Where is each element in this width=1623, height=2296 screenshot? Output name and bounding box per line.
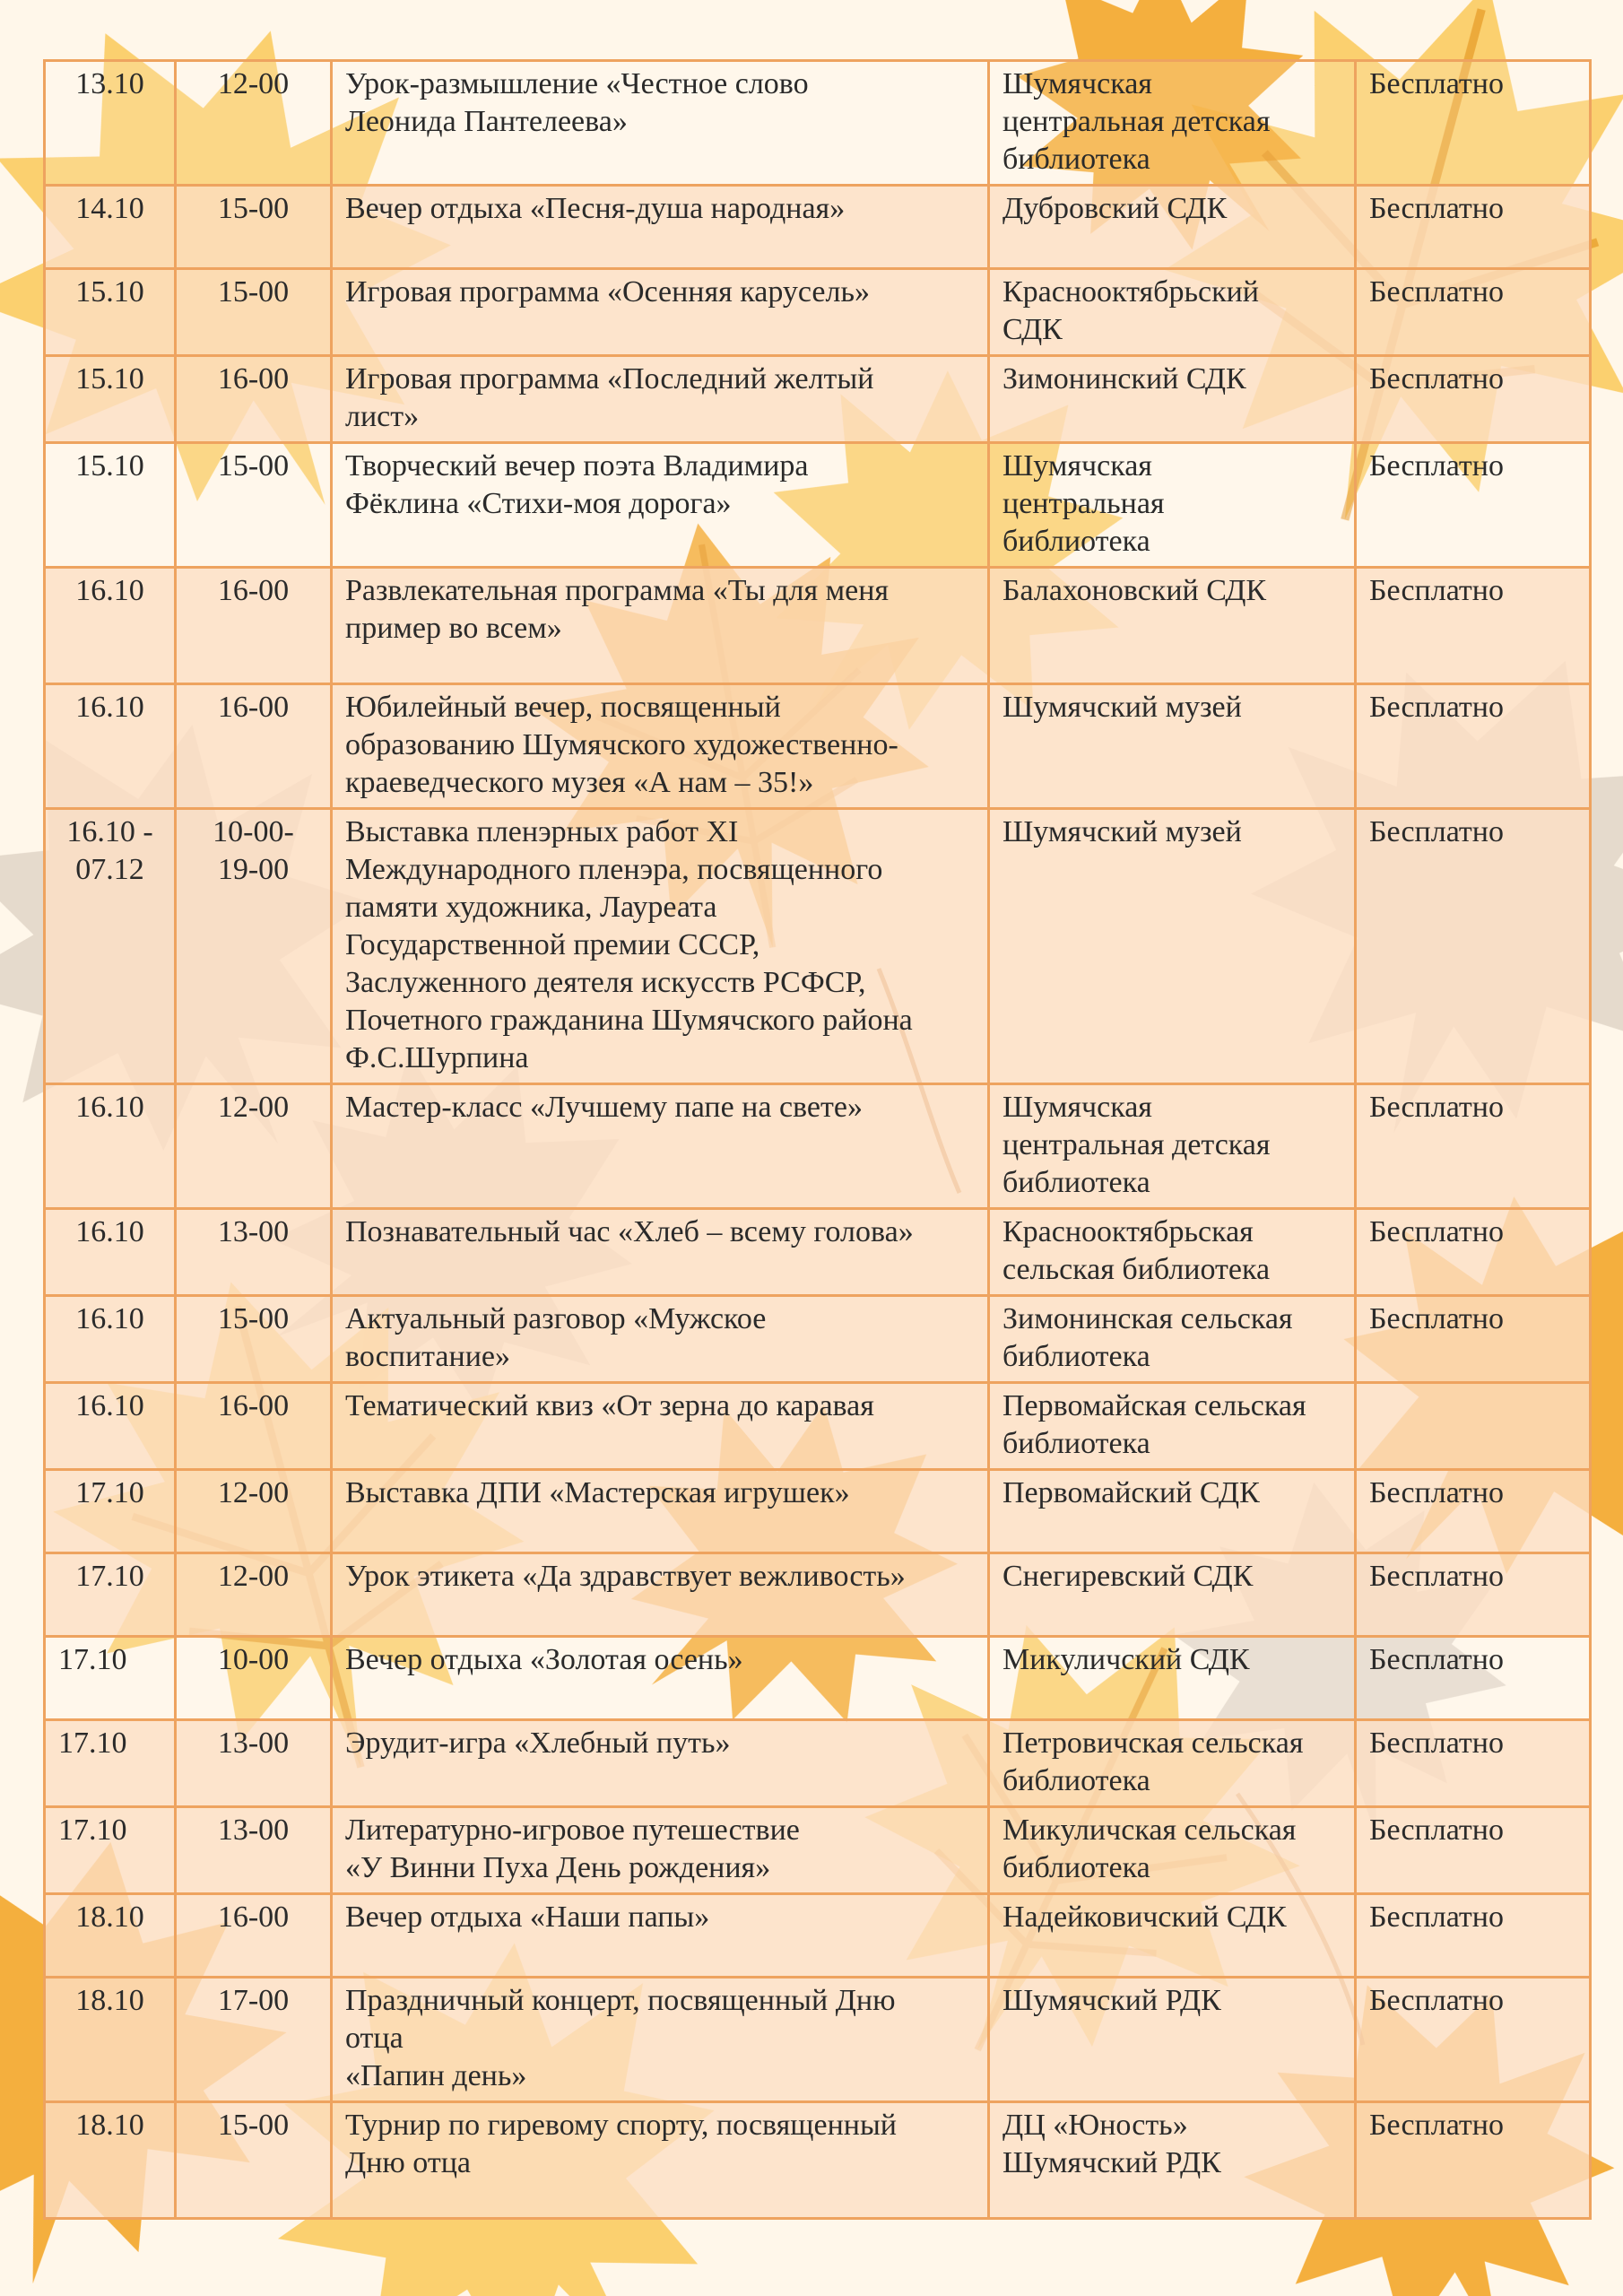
venue-cell-line: Краснооктябрьский (1002, 275, 1259, 309)
schedule-body (45, 61, 1591, 2219)
price-cell-text: Бесплатно (1369, 1813, 1504, 1847)
time-cell (176, 1720, 332, 1807)
event-cell-line: Вечер отдыха «Золотая осень» (345, 1643, 743, 1676)
time-cell-line: 15-00 (217, 449, 290, 483)
price-cell-text: Бесплатно (1369, 1302, 1504, 1335)
event-cell (332, 1720, 989, 1807)
date-cell (45, 2102, 176, 2219)
price-cell-text: Бесплатно (1369, 815, 1504, 848)
event-cell-line: Выставка ДПИ «Мастерская игрушек» (345, 1476, 850, 1509)
event-cell-line: Почетного гражданина Шумячского района (345, 1004, 913, 1037)
price-cell (1356, 1084, 1591, 1209)
event-cell (332, 443, 989, 568)
date-cell-line: 17.10 (75, 1476, 144, 1509)
date-cell (45, 356, 176, 443)
time-cell-line: 15-00 (217, 2109, 290, 2142)
price-cell-text: Бесплатно (1369, 192, 1504, 225)
time-cell (176, 1383, 332, 1470)
venue-cell (989, 186, 1356, 269)
event-cell-line: Познавательный час «Хлеб – всему голова» (345, 1215, 914, 1248)
date-cell (45, 1470, 176, 1553)
venue-cell (989, 1084, 1356, 1209)
event-cell-line: «У Винни Пуха День рождения» (345, 1851, 771, 1884)
event-cell (332, 568, 989, 684)
event-cell-line: Мастер-класс «Лучшему папе на свете» (345, 1091, 863, 1124)
price-cell (1356, 1978, 1591, 2102)
event-cell-line: Творческий вечер поэта Владимира (345, 449, 809, 483)
venue-cell (989, 269, 1356, 356)
time-cell (176, 1470, 332, 1553)
time-cell-line: 13-00 (217, 1215, 290, 1248)
time-cell-line: 16-00 (217, 1900, 290, 1934)
venue-cell-line: библиотека (1002, 1427, 1150, 1460)
event-cell (332, 809, 989, 1084)
date-cell (45, 1894, 176, 1978)
table-row (45, 61, 1591, 186)
date-cell (45, 1553, 176, 1637)
price-cell (1356, 1720, 1591, 1807)
venue-cell-line: центральная детская (1002, 1128, 1271, 1161)
date-cell-line: 16.10 (75, 574, 144, 607)
time-cell-line: 16-00 (217, 691, 290, 724)
event-cell (332, 2102, 989, 2219)
venue-cell-line: Шумячский РДК (1002, 2146, 1221, 2179)
event-cell-line: Литературно-игровое путешествие (345, 1813, 800, 1847)
date-cell-line: 17.10 (75, 1560, 144, 1593)
event-cell-line: Турнир по гиревому спорту, посвященный (345, 2109, 898, 2142)
time-cell-line: 12-00 (217, 1560, 290, 1593)
time-cell (176, 186, 332, 269)
venue-cell-line: Шумячская (1002, 1091, 1152, 1124)
venue-cell-line: Шумячский музей (1002, 815, 1242, 848)
price-cell-text: Бесплатно (1369, 1560, 1504, 1593)
event-cell-line: Юбилейный вечер, посвященный (345, 691, 781, 724)
time-cell (176, 809, 332, 1084)
table-row (45, 2102, 1591, 2219)
event-cell-line: краеведческого музея «А нам – 35!» (345, 766, 814, 799)
event-cell-line: Игровая программа «Последний желтый (345, 362, 874, 396)
venue-cell (989, 809, 1356, 1084)
date-cell-line: 07.12 (75, 853, 144, 886)
time-cell-line: 16-00 (217, 574, 290, 607)
price-cell-text: Бесплатно (1369, 1900, 1504, 1934)
venue-cell-line: центральная (1002, 487, 1165, 520)
table-row (45, 1470, 1591, 1553)
price-cell-text: Бесплатно (1369, 67, 1504, 100)
time-cell-line: 15-00 (217, 275, 290, 309)
venue-cell-line: Зимонинский СДК (1002, 362, 1246, 396)
price-cell-text: Бесплатно (1369, 1091, 1504, 1124)
venue-cell-line: Шумячская (1002, 67, 1152, 100)
venue-cell (989, 1553, 1356, 1637)
event-cell-line: Леонида Пантелеева» (345, 105, 628, 138)
table-row (45, 186, 1591, 269)
event-cell-line: Актуальный разговор «Мужское (345, 1302, 767, 1335)
event-cell (332, 1978, 989, 2102)
venue-cell-line: Надейковичский СДК (1002, 1900, 1287, 1934)
venue-cell (989, 443, 1356, 568)
event-cell-line: пример во всем» (345, 612, 562, 645)
table-row (45, 684, 1591, 809)
event-cell (332, 1383, 989, 1470)
time-cell-line: 17-00 (217, 1984, 290, 2017)
venue-cell (989, 1209, 1356, 1296)
price-cell-text: Бесплатно (1369, 1984, 1504, 2017)
time-cell-line: 12-00 (217, 1476, 290, 1509)
date-cell (45, 684, 176, 809)
event-cell (332, 356, 989, 443)
event-cell-line: Фёклина «Стихи-моя дорога» (345, 487, 732, 520)
date-cell-line: 15.10 (75, 362, 144, 396)
date-cell-line: 13.10 (75, 67, 144, 100)
venue-cell-line: Петровичская сельская (1002, 1726, 1304, 1760)
date-cell-line: 17.10 (58, 1643, 127, 1676)
venue-cell (989, 1296, 1356, 1383)
table-row (45, 1383, 1591, 1470)
event-cell (332, 1296, 989, 1383)
time-cell-line: 10-00 (217, 1643, 290, 1676)
time-cell (176, 568, 332, 684)
venue-cell-line: Снегиревский СДК (1002, 1560, 1254, 1593)
venue-cell-line: библиотека (1002, 525, 1150, 558)
price-cell-text: Бесплатно (1369, 574, 1504, 607)
venue-cell (989, 61, 1356, 186)
venue-cell-line: Дубровский СДК (1002, 192, 1228, 225)
date-cell-line: 15.10 (75, 449, 144, 483)
venue-cell-line: Балахоновский СДК (1002, 574, 1267, 607)
event-cell-line: Вечер отдыха «Песня-душа народная» (345, 192, 846, 225)
date-cell (45, 1209, 176, 1296)
date-cell-line: 16.10 - (66, 815, 153, 848)
event-cell-line: Государственной премии СССР, (345, 928, 760, 961)
table-row (45, 568, 1591, 684)
date-cell-line: 14.10 (75, 192, 144, 225)
time-cell (176, 1553, 332, 1637)
table-row (45, 356, 1591, 443)
venue-cell (989, 1637, 1356, 1720)
event-schedule-table (43, 59, 1592, 2220)
price-cell (1356, 568, 1591, 684)
event-cell-line: Урок этикета «Да здравствует вежливость» (345, 1560, 906, 1593)
venue-cell (989, 1978, 1356, 2102)
table-row (45, 1553, 1591, 1637)
table-row (45, 1296, 1591, 1383)
venue-cell-line: Первомайский СДК (1002, 1476, 1260, 1509)
venue-cell-line: Краснооктябрьская (1002, 1215, 1254, 1248)
time-cell (176, 1978, 332, 2102)
event-cell-line: Праздничный концерт, посвященный Дню (345, 1984, 896, 2017)
time-cell-line: 12-00 (217, 1091, 290, 1124)
event-cell-line: Тематический квиз «От зерна до каравая (345, 1389, 874, 1422)
time-cell-line: 19-00 (217, 853, 290, 886)
date-cell-line: 16.10 (75, 1389, 144, 1422)
time-cell-line: 12-00 (217, 67, 290, 100)
date-cell (45, 1978, 176, 2102)
venue-cell-line: библиотека (1002, 1851, 1150, 1884)
time-cell (176, 1084, 332, 1209)
venue-cell (989, 1383, 1356, 1470)
date-cell (45, 1720, 176, 1807)
price-cell (1356, 1470, 1591, 1553)
event-cell-line: Заслуженного деятеля искусств РСФСР, (345, 966, 866, 999)
price-cell (1356, 1383, 1591, 1470)
date-cell (45, 809, 176, 1084)
table-row (45, 1637, 1591, 1720)
date-cell (45, 443, 176, 568)
date-cell-line: 15.10 (75, 275, 144, 309)
time-cell (176, 356, 332, 443)
time-cell-line: 15-00 (217, 192, 290, 225)
venue-cell (989, 1807, 1356, 1894)
venue-cell-line: СДК (1002, 313, 1063, 346)
date-cell-line: 18.10 (75, 1984, 144, 2017)
table-row (45, 1209, 1591, 1296)
price-cell-text: Бесплатно (1369, 1476, 1504, 1509)
price-cell-text: Бесплатно (1369, 2109, 1504, 2142)
time-cell-line: 15-00 (217, 1302, 290, 1335)
price-cell (1356, 809, 1591, 1084)
date-cell-line: 17.10 (58, 1813, 127, 1847)
price-cell-text: Бесплатно (1369, 691, 1504, 724)
event-cell-line: Игровая программа «Осенняя карусель» (345, 275, 870, 309)
venue-cell-line: сельская библиотека (1002, 1253, 1271, 1286)
time-cell (176, 1807, 332, 1894)
date-cell-line: 16.10 (75, 691, 144, 724)
price-cell-text: Бесплатно (1369, 362, 1504, 396)
price-cell (1356, 269, 1591, 356)
event-cell-line: Урок-размышление «Честное слово (345, 67, 809, 100)
venue-cell-line: Микуличский СДК (1002, 1643, 1250, 1676)
event-cell-line: воспитание» (345, 1340, 510, 1373)
venue-cell-line: Микуличская сельская (1002, 1813, 1297, 1847)
event-cell-line: Международного пленэра, посвященного (345, 853, 883, 886)
time-cell (176, 1894, 332, 1978)
event-cell-line: Выставка пленэрных работ XI (345, 815, 739, 848)
date-cell (45, 1084, 176, 1209)
date-cell (45, 61, 176, 186)
venue-cell-line: ДЦ «Юность» (1002, 2109, 1188, 2142)
time-cell-line: 10-00- (213, 815, 294, 848)
table-row (45, 443, 1591, 568)
time-cell (176, 1296, 332, 1383)
event-cell-line: лист» (345, 400, 420, 433)
venue-cell-line: Зимонинская сельская (1002, 1302, 1293, 1335)
price-cell (1356, 186, 1591, 269)
event-cell-line: Вечер отдыха «Наши папы» (345, 1900, 710, 1934)
event-cell (332, 1553, 989, 1637)
price-cell (1356, 1637, 1591, 1720)
event-cell-line: «Папин день» (345, 2059, 527, 2092)
venue-cell-line: Шумячский музей (1002, 691, 1242, 724)
venue-cell-line: центральная детская (1002, 105, 1271, 138)
event-cell-line: Развлекательная программа «Ты для меня (345, 574, 890, 607)
price-cell (1356, 443, 1591, 568)
price-cell-text: Бесплатно (1369, 1643, 1504, 1676)
date-cell (45, 1296, 176, 1383)
time-cell-line: 16-00 (217, 1389, 290, 1422)
event-cell (332, 1807, 989, 1894)
price-cell-text: Бесплатно (1369, 1215, 1504, 1248)
time-cell-line: 13-00 (217, 1726, 290, 1760)
price-cell (1356, 1296, 1591, 1383)
date-cell (45, 1807, 176, 1894)
table-row (45, 1807, 1591, 1894)
table-row (45, 1084, 1591, 1209)
event-cell (332, 1894, 989, 1978)
venue-cell-line: Шумячская (1002, 449, 1152, 483)
event-cell-line: памяти художника, Лауреата (345, 891, 717, 924)
price-cell (1356, 2102, 1591, 2219)
venue-cell-line: библиотека (1002, 1764, 1150, 1797)
price-cell (1356, 61, 1591, 186)
price-cell (1356, 356, 1591, 443)
event-cell (332, 186, 989, 269)
date-cell-line: 18.10 (75, 1900, 144, 1934)
event-cell-line: Эрудит-игра «Хлебный путь» (345, 1726, 731, 1760)
date-cell (45, 1637, 176, 1720)
time-cell (176, 684, 332, 809)
venue-cell-line: библиотека (1002, 1166, 1150, 1199)
time-cell (176, 443, 332, 568)
date-cell-line: 18.10 (75, 2109, 144, 2142)
venue-cell-line: библиотека (1002, 143, 1150, 176)
event-cell-line: Ф.С.Шурпина (345, 1041, 529, 1074)
time-cell (176, 2102, 332, 2219)
venue-cell-line: Шумячский РДК (1002, 1984, 1221, 2017)
date-cell-line: 16.10 (75, 1215, 144, 1248)
price-cell (1356, 1807, 1591, 1894)
event-cell (332, 1084, 989, 1209)
table-row (45, 1720, 1591, 1807)
price-cell (1356, 1209, 1591, 1296)
venue-cell (989, 684, 1356, 809)
venue-cell (989, 2102, 1356, 2219)
event-cell-line: Дню отца (345, 2146, 471, 2179)
table-row (45, 809, 1591, 1084)
date-cell (45, 1383, 176, 1470)
venue-cell (989, 568, 1356, 684)
time-cell (176, 269, 332, 356)
price-cell (1356, 1894, 1591, 1978)
event-cell-line: образованию Шумячского художественно- (345, 728, 898, 761)
event-cell-line: отца (345, 2022, 404, 2055)
venue-cell (989, 1470, 1356, 1553)
time-cell (176, 1637, 332, 1720)
event-cell (332, 684, 989, 809)
event-cell (332, 61, 989, 186)
time-cell (176, 1209, 332, 1296)
venue-cell-line: библиотека (1002, 1340, 1150, 1373)
time-cell (176, 61, 332, 186)
price-cell (1356, 684, 1591, 809)
venue-cell (989, 356, 1356, 443)
date-cell-line: 16.10 (75, 1091, 144, 1124)
date-cell-line: 16.10 (75, 1302, 144, 1335)
event-cell (332, 1637, 989, 1720)
event-cell (332, 269, 989, 356)
table-row (45, 1978, 1591, 2102)
venue-cell-line: Первомайская сельская (1002, 1389, 1306, 1422)
price-cell-text: Бесплатно (1369, 449, 1504, 483)
time-cell-line: 16-00 (217, 362, 290, 396)
date-cell (45, 269, 176, 356)
table-row (45, 1894, 1591, 1978)
date-cell (45, 186, 176, 269)
price-cell (1356, 1553, 1591, 1637)
venue-cell (989, 1720, 1356, 1807)
time-cell-line: 13-00 (217, 1813, 290, 1847)
table-row (45, 269, 1591, 356)
price-cell-text: Бесплатно (1369, 1726, 1504, 1760)
event-cell (332, 1470, 989, 1553)
date-cell (45, 568, 176, 684)
venue-cell (989, 1894, 1356, 1978)
event-cell (332, 1209, 989, 1296)
price-cell-text: Бесплатно (1369, 275, 1504, 309)
date-cell-line: 17.10 (58, 1726, 127, 1760)
